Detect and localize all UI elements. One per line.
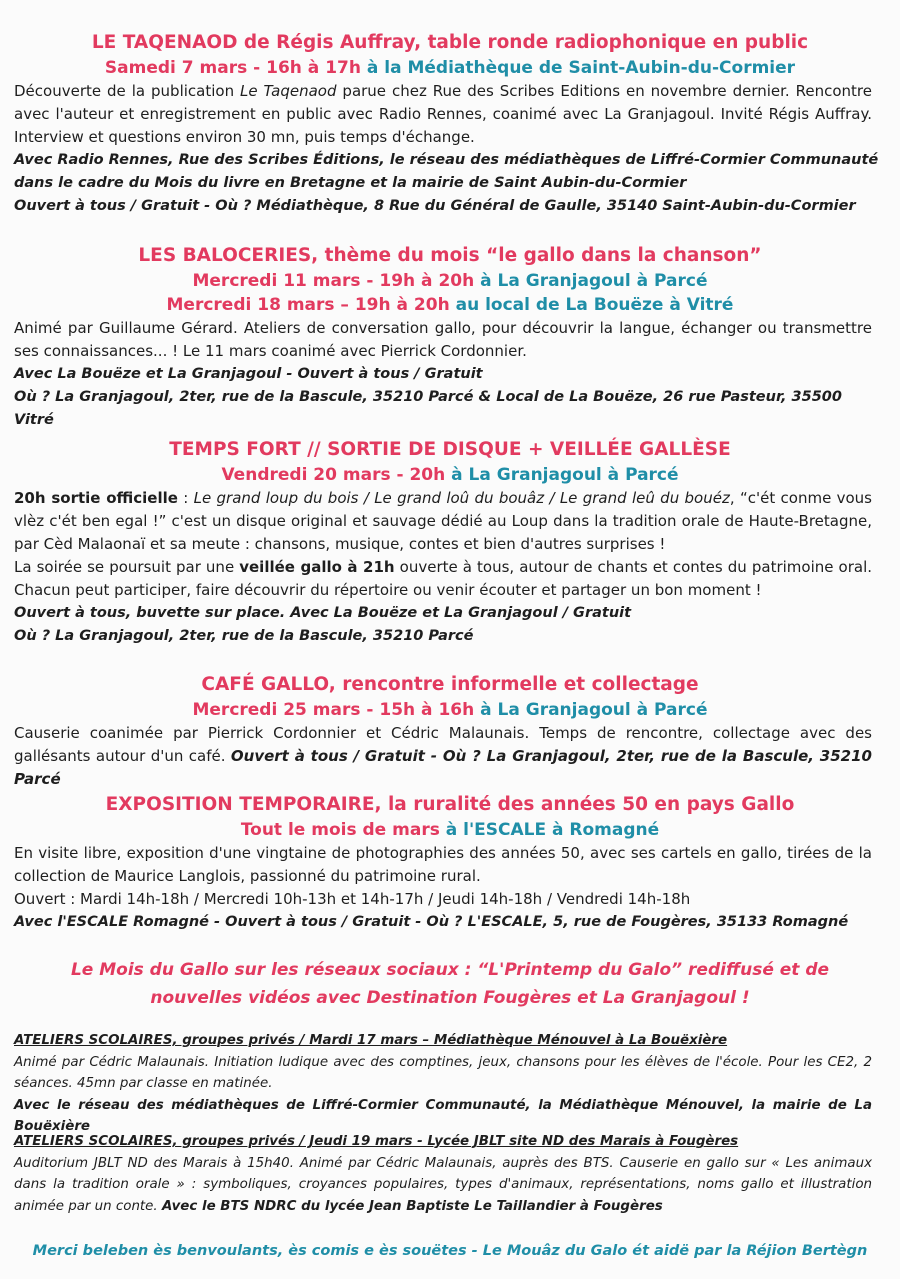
event-description: Animé par Guillaume Gérard. Ateliers de conversation gallo, pour découvrir la langue, échanger ou transmettre ses connaissances... ! Le 11 mars coanimé avec Pierrick Cordonnier. <box>14 319 872 360</box>
event-where: à La Granjagoul à Parcé <box>474 700 708 720</box>
album-title: Le grand loup du bois / Le grand loû du bouâz / Le grand leû du bouéz <box>193 489 730 507</box>
event-location: Ouvert à tous / Gratuit - Où ? La Granjagoul, 2ter, rue de la Bascule, 35210 Parcé <box>14 747 872 788</box>
desc-text: Découverte de la publication <box>14 82 241 100</box>
event-where: au local de La Bouëze à Vitré <box>449 295 734 315</box>
desc-text: La soirée se poursuit par une <box>14 558 240 576</box>
desc-text: Auditorium JBLT ND des Marais à 15h40. Animé par Cédric Malaunais, auprès des BTS. Causerie en gallo sur « Les animaux dans la tradition orale » : symboliques, croyances populaires, types d'animaux, représentations, noms gallo et illustration animée par un conte. <box>14 1155 872 1214</box>
event-when: Vendredi 20 mars - 20h <box>221 465 446 485</box>
event-date <box>0 269 900 293</box>
event-where: à la Médiathèque de Saint-Aubin-du-Cormier <box>360 58 796 78</box>
event-date <box>0 698 900 722</box>
event-title: TEMPS FORT // SORTIE DE DISQUE + VEILLÉE GALLÈSE <box>169 439 731 460</box>
book-title: Le Taqenaod <box>240 82 337 100</box>
event-location: Où ? La Granjagoul, 2ter, rue de la Bascule, 35210 Parcé & Local de La Bouëze, 26 rue Pasteur, 35500 Vitré <box>14 389 842 428</box>
footer <box>0 1240 900 1262</box>
event-date <box>0 56 900 80</box>
event-title: LES BALOCERIES, thème du mois “le gallo dans la chanson” <box>138 245 762 266</box>
event-baloceries <box>0 243 900 432</box>
event-where: à La Granjagoul à Parcé <box>474 271 708 291</box>
social-text: Le Mois du Gallo sur les réseaux sociaux : “L'Printemp du Galo” rediffusé et de nouvelles vidéos avec Destination Fougères et La Granjagoul ! <box>70 960 830 1008</box>
desc-text: Causerie coanimée par Pierrick Cordonnier et Cédric Malaunais. Temps de rencontre, collectage avec des gallésants autour d'un café. <box>14 724 872 765</box>
event-where: à La Granjagoul à Parcé <box>445 465 679 485</box>
footer-thanks: Merci beleben ès benvoulants, ès comis e ès souëtes - Le Mouâz du Galo ét aidë par la Réjion Bertègn <box>32 1243 868 1259</box>
event-location: Où ? La Granjagoul, 2ter, rue de la Bascule, 35210 Parcé <box>14 628 474 644</box>
veillee-label: veillée gallo à 21h <box>239 558 395 576</box>
atelier-heading: ATELIERS SCOLAIRES, groupes privés / Mardi 17 mars – Médiathèque Ménouvel à La Bouëxière <box>14 1033 728 1048</box>
event-when: Tout le mois de mars <box>240 820 440 840</box>
event-date <box>0 818 900 842</box>
social-notice <box>0 956 900 1012</box>
atelier-menouvel <box>0 1030 900 1138</box>
desc-text: : <box>177 489 194 507</box>
event-title: EXPOSITION TEMPORAIRE, la ruralité des années 50 en pays Gallo <box>105 794 795 815</box>
event-description-2 <box>0 556 900 602</box>
event-when: Mercredi 11 mars - 19h à 20h <box>192 271 475 291</box>
event-where: à l'ESCALE à Romagné <box>439 820 660 840</box>
event-date <box>0 463 900 487</box>
opening-hours: Ouvert : Mardi 14h-18h / Mercredi 10h-13h et 14h-17h / Jeudi 14h-18h / Vendredi 14h-18h <box>14 890 691 908</box>
event-date <box>0 293 900 317</box>
event-when: Mercredi 18 mars – 19h à 20h <box>166 295 450 315</box>
event-partners: Ouvert à tous, buvette sur place. Avec La Bouëze et La Granjagoul / Gratuit <box>14 605 632 621</box>
desc-text: , “c'ét conme vous vlèz c'ét ben egal !” c'est un disque original et sauvage dédié au Loup dans la tradition orale de Haute-Bretagne, par Cèd Malaonaï et sa meute : chansons, musique, contes et bien d'autres surprises ! <box>14 489 872 553</box>
event-title: LE TAQENAOD de Régis Auffray, table ronde radiophonique en public <box>91 32 809 53</box>
atelier-partners: Avec le réseau des médiathèques de Liffré-Cormier Communauté, la Médiathèque Ménouvel, la mairie de La Bouëxière <box>14 1097 872 1134</box>
atelier-description <box>0 1153 900 1218</box>
event-when: Samedi 7 mars - 16h à 17h <box>104 58 361 78</box>
desc-text: ouverte à tous, autour de chants et contes du patrimoine oral. Chacun peut participer, faire découvrir du répertoire ou venir écouter et partager un bon moment ! <box>14 558 873 599</box>
event-cafe-gallo <box>0 672 900 791</box>
event-exposition <box>0 792 900 934</box>
atelier-jblt <box>0 1131 900 1217</box>
event-description: En visite libre, exposition d'une vingtaine de photographies des années 50, avec ses cartels en gallo, tirées de la collection de Maurice Langlois, passionné du patrimoine rural. <box>14 844 872 885</box>
atelier-heading-row <box>0 1030 900 1052</box>
event-description <box>0 80 900 149</box>
event-when: Mercredi 25 mars - 15h à 16h <box>192 700 475 720</box>
desc-text: parue chez Rue des Scribes Editions en novembre dernier. Rencontre avec l'auteur et enregistrement en public avec Radio Rennes, coanimé avec La Granjagoul. Invité Régis Auffray. Interview et questions environ 30 mn, puis temps d'échange. <box>14 82 872 146</box>
event-partners: Avec Radio Rennes, Rue des Scribes Éditions, le réseau des médiathèques de Liffré-Cormier Communauté dans le cadre du Mois du livre en Bretagne et la mairie de Saint Aubin-du-Cormier <box>14 152 879 191</box>
atelier-heading: ATELIERS SCOLAIRES, groupes privés / Jeudi 19 mars - Lycée JBLT site ND des Marais à Fougères <box>14 1134 739 1149</box>
release-label: 20h sortie officielle <box>14 489 178 507</box>
event-location: Avec l'ESCALE Romagné - Ouvert à tous / Gratuit - Où ? L'ESCALE, 5, rue de Fougères, 35133 Romagné <box>14 914 849 930</box>
event-partners: Avec La Bouëze et La Granjagoul - Ouvert à tous / Gratuit <box>14 366 483 382</box>
event-description <box>0 722 900 791</box>
event-title: CAFÉ GALLO, rencontre informelle et collectage <box>201 674 699 695</box>
atelier-partners: Avec le BTS NDRC du lycée Jean Baptiste Le Taillandier à Fougères <box>161 1198 663 1214</box>
atelier-heading-row <box>0 1131 900 1153</box>
event-description <box>0 487 900 556</box>
event-location: Ouvert à tous / Gratuit - Où ? Médiathèque, 8 Rue du Général de Gaulle, 35140 Saint-Aubin-du-Cormier <box>14 198 856 214</box>
event-temps-fort <box>0 437 900 648</box>
atelier-description: Animé par Cédric Malaunais. Initiation ludique avec des comptines, jeux, chansons pour les élèves de l'école. Pour les CE2, 2 séances. 45mn par classe en matinée. <box>14 1054 872 1091</box>
event-taqenaod <box>0 30 900 218</box>
